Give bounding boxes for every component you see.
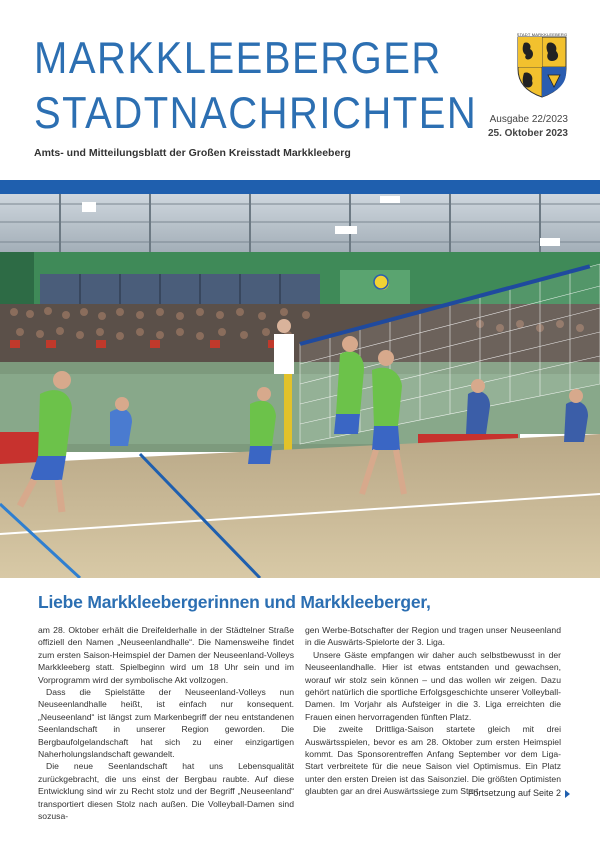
- issue-date: 25. Oktober 2023: [487, 128, 568, 139]
- paragraph: gen Werbe-Botschafter der Region und tragen unser Neuseenland in die Auswärts-Spielorte der 3. Liga.: [305, 625, 561, 648]
- volleyball-match-illustration: [0, 194, 600, 578]
- paragraph: Die neue Seenlandschaft hat uns Lebensqualität zurückgebracht, die uns einst der Bergbau raubte. Auf diese Entwicklung sind wir zu Recht stolz und der Begriff „Neuseenland“ transportiert diesen Stolz nach außen. Die Volleyball-Damen sind sozusa-: [38, 761, 294, 822]
- masthead-subtitle: Amts- und Mitteilungsblatt der Großen Kreisstadt Markkleeberg: [34, 147, 351, 159]
- arrow-right-icon: [565, 790, 570, 798]
- masthead-title-line1: MARKKLEEBERGER: [34, 33, 442, 84]
- paragraph: Die zweite Drittliga-Saison startete gleich mit drei Auswärtsspielen, bevor es am 28. Oktober zum ersten Heimspiel kommt. Das Sponsorentreffen Anfang September vor dem Liga-Start verbreitete für die neue Saison viel Optimismus. Ein Platz unter den ersten Dreien ist das Saisonziel. Die größten Optimisten glaubten gar an drei Auswärtssiege zum Start.: [305, 724, 561, 797]
- article-headline: Liebe Markkleebergerinnen und Markkleeberger,: [38, 592, 431, 612]
- continue-label: Fortsetzung auf Seite 2: [467, 788, 561, 798]
- paragraph: Unsere Gäste empfangen wir daher auch selbstbewusst in der Neuseenlandhalle. Hier ist etwas entstanden und gewachsen, worauf wir stolz sein können – und das wollen wir zeigen. Dazu gehört natürlich die sportliche Erfolgsgeschichte unserer Volleyball-Damen. Im Vorjahr als Aufsteiger in die 3. Liga erreichten die Frauen einen hervorragenden fünften Platz.: [305, 649, 561, 722]
- issue-number: Ausgabe 22/2023: [489, 114, 568, 125]
- city-crest-icon: [516, 33, 568, 99]
- header-divider-bar: [0, 180, 600, 194]
- cover-photo: [0, 194, 600, 578]
- continue-link[interactable]: [468, 788, 570, 798]
- paragraph: Dass die Spielstätte der Neuseenland-Volleys nun Neuseenlandhalle heißt, ist einfach nur konsequent. „Neuseenland“ ist längst zum Markenbegriff der neu entstandenen Seenlandschaft in unserer Region geworden. Die Bergbaufolgelandschaft hat sich zu einer einzigartigen Naherholungslandschaft gewandelt.: [38, 687, 294, 760]
- masthead-title-line2: STADTNACHRICHTEN: [34, 88, 478, 139]
- paragraph: am 28. Oktober erhält die Dreifelderhalle in der Städtelner Straße offiziell den Namen „Neuseenlandhalle“. Die Namensweihe findet zum ersten Saison-Heimspiel der Damen der Neuseenland-Volleys Markkleeberg statt. Spielbeginn wird um 18 Uhr sein und im Vorprogramm wird der symbolische Akt vollzogen.: [38, 625, 294, 685]
- crest-label: STADT MARKKLEEBERG: [516, 32, 568, 37]
- article-column-left: [38, 624, 294, 823]
- article-column-right: [305, 624, 561, 798]
- issue-info: [488, 114, 568, 139]
